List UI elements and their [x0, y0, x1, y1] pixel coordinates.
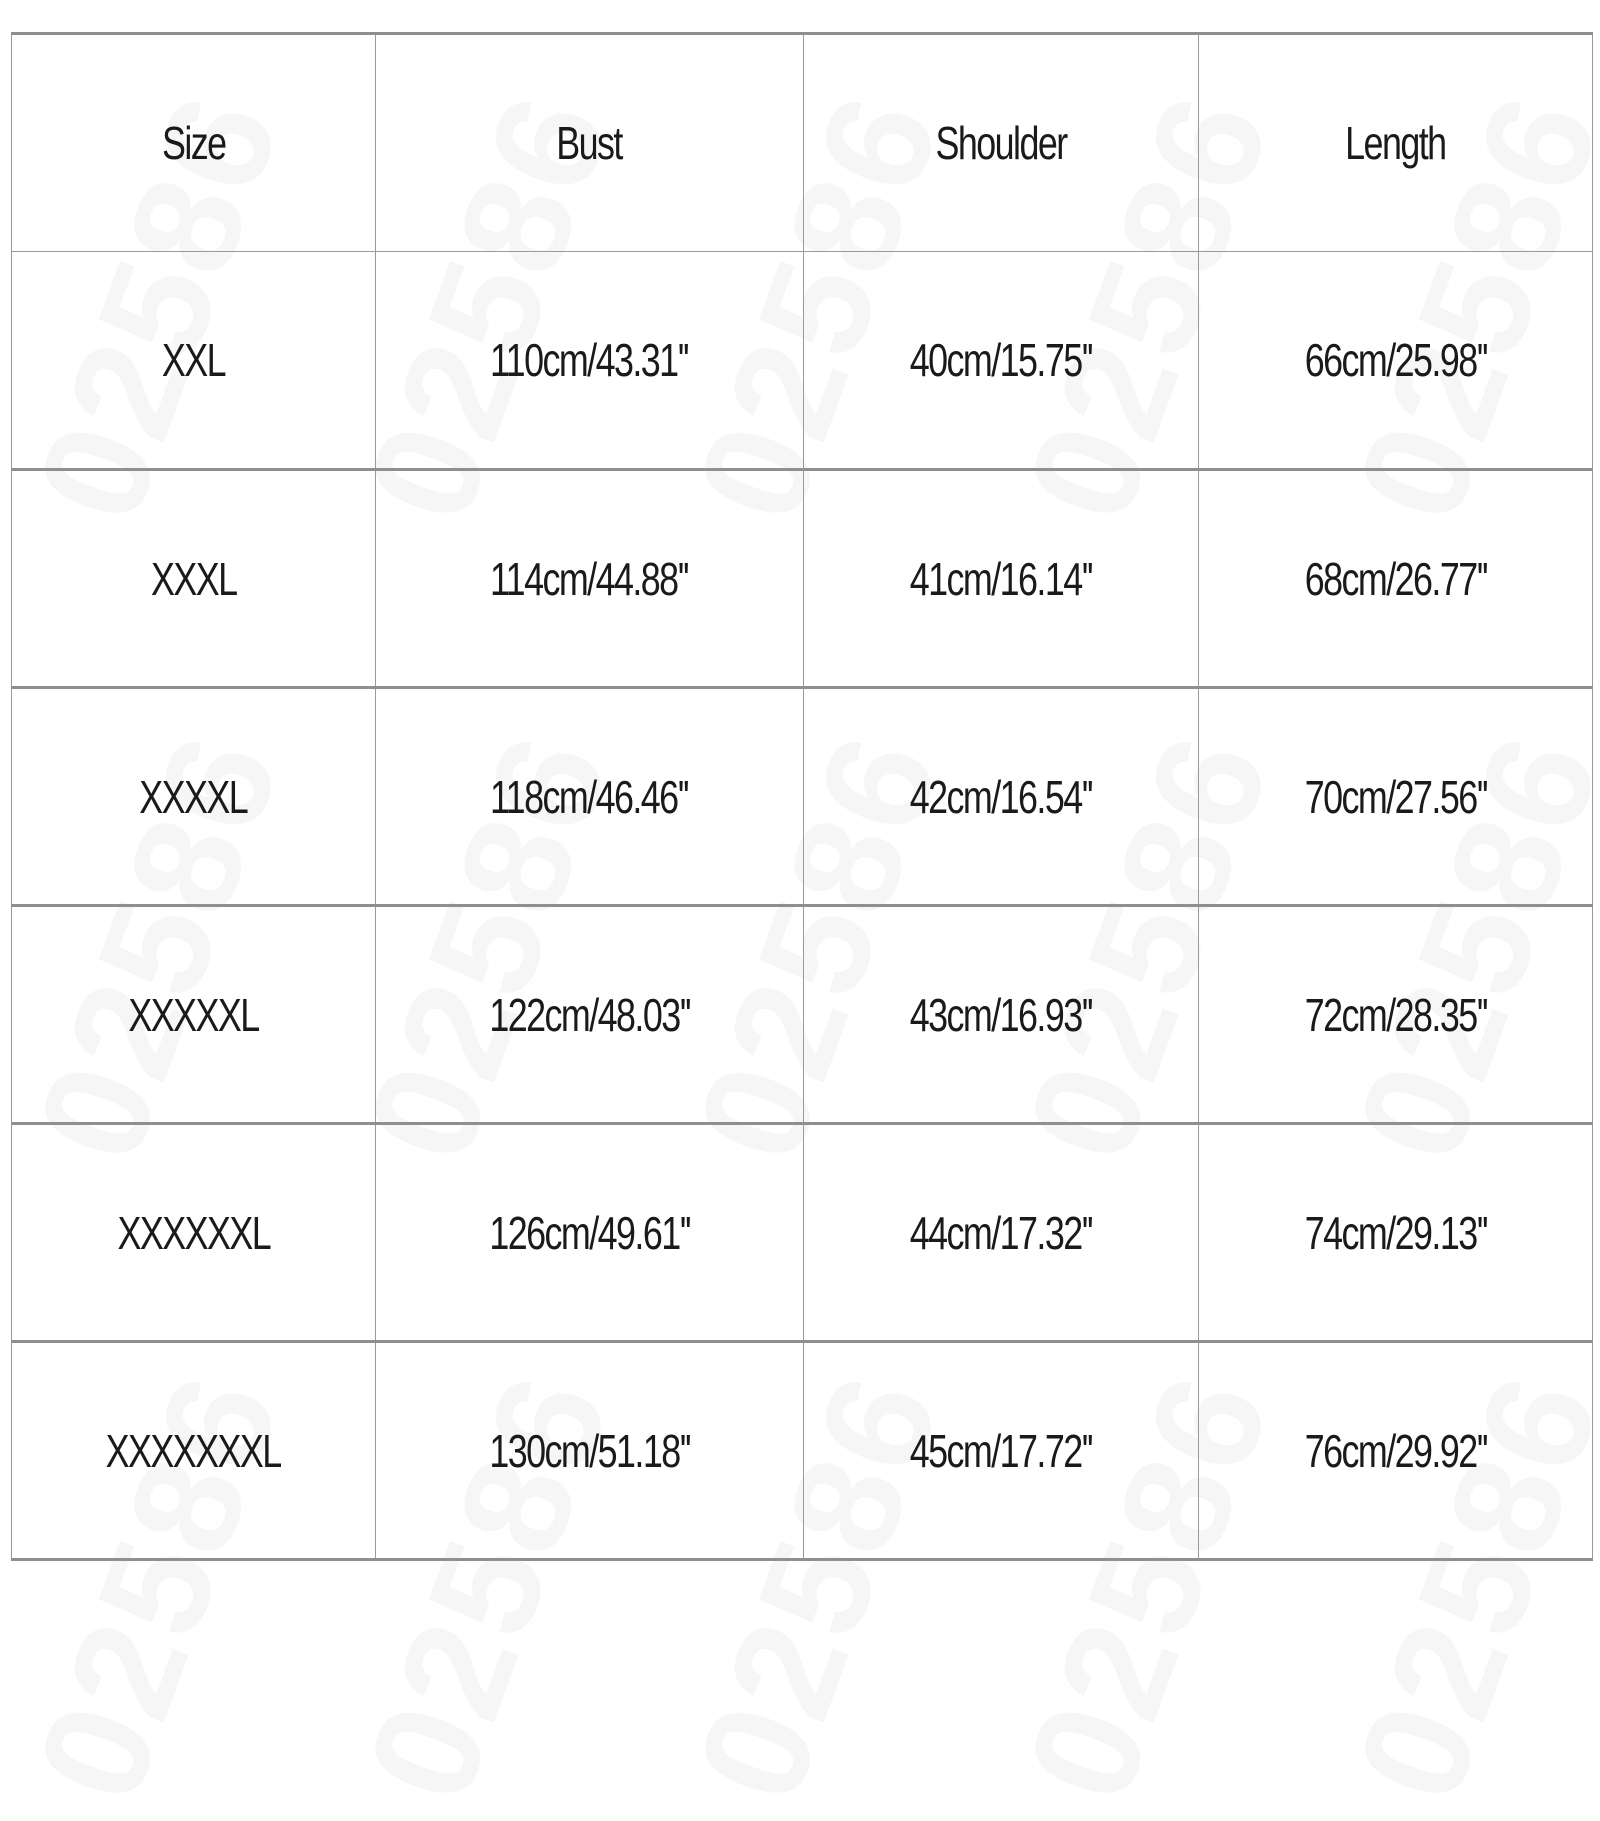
cell-size: XXXXXXXL	[12, 1342, 376, 1560]
cell-size: XXXL	[12, 470, 376, 688]
cell-bust: 118cm/46.46''	[376, 688, 804, 906]
header-shoulder: Shoulder	[804, 34, 1199, 252]
header-length: Length	[1199, 34, 1593, 252]
cell-shoulder: 40cm/15.75''	[804, 252, 1199, 470]
cell-length: 68cm/26.77''	[1199, 470, 1593, 688]
cell-shoulder: 44cm/17.32''	[804, 1124, 1199, 1342]
cell-shoulder: 45cm/17.72''	[804, 1342, 1199, 1560]
cell-size: XXXXXL	[12, 906, 376, 1124]
table-row	[12, 1342, 1593, 1560]
table-row	[12, 252, 1593, 470]
table-row	[12, 906, 1593, 1124]
cell-bust: 110cm/43.31''	[376, 252, 804, 470]
cell-bust: 122cm/48.03''	[376, 906, 804, 1124]
header-bust: Bust	[376, 34, 804, 252]
cell-length: 76cm/29.92''	[1199, 1342, 1593, 1560]
cell-size: XXXXL	[12, 688, 376, 906]
cell-length: 72cm/28.35''	[1199, 906, 1593, 1124]
table-row	[12, 688, 1593, 906]
cell-bust: 114cm/44.88''	[376, 470, 804, 688]
cell-length: 74cm/29.13''	[1199, 1124, 1593, 1342]
table-row	[12, 470, 1593, 688]
cell-shoulder: 42cm/16.54''	[804, 688, 1199, 906]
size-chart-table	[11, 32, 1593, 1561]
cell-shoulder: 43cm/16.93''	[804, 906, 1199, 1124]
cell-length: 66cm/25.98''	[1199, 252, 1593, 470]
cell-size: XXL	[12, 252, 376, 470]
table-header-row	[12, 34, 1593, 252]
cell-bust: 130cm/51.18''	[376, 1342, 804, 1560]
cell-bust: 126cm/49.61''	[376, 1124, 804, 1342]
table-row	[12, 1124, 1593, 1342]
header-size: Size	[12, 34, 376, 252]
cell-length: 70cm/27.56''	[1199, 688, 1593, 906]
cell-shoulder: 41cm/16.14''	[804, 470, 1199, 688]
cell-size: XXXXXXL	[12, 1124, 376, 1342]
